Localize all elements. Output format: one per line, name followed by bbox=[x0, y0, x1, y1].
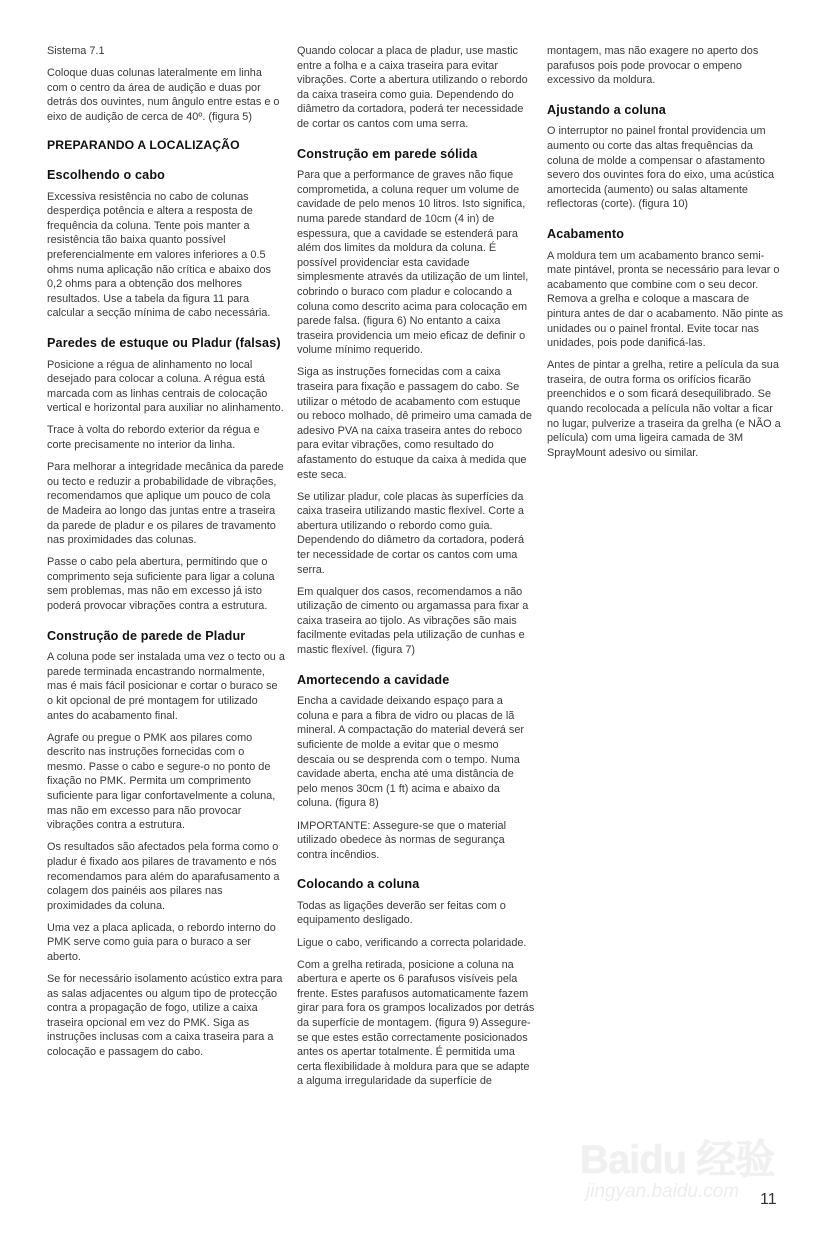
watermark-url: jingyan.baidu.com bbox=[586, 1181, 740, 1202]
paragraph: Excessiva resistência no cabo de colunas desperdiça potência e altera a resposta de frequência da coluna. Tente pois manter a resistência tão baixa quanto possível preferencialmente em valores inferiores a 0.5 ohms numa aplicação não crítica e abaixo dos 0,2 ohms para a obtenção dos melhores resultados. Use a tabela da figura 11 para calcular a secção mínima de cabo necessária. bbox=[47, 190, 271, 320]
paragraph: A coluna pode ser instalada uma vez o tecto ou a parede terminada encastrando normalmente, mas é mais fácil posicionar e cortar o buraco se o kit opcional de pré montagem for utilizado antes do acabamento final. bbox=[47, 651, 285, 722]
subsection-heading: Colocando a coluna bbox=[297, 877, 420, 892]
paragraph: Coloque duas colunas lateralmente em linha com o centro da área de audição e duas por detrás dos ouvintes, num ângulo entre estas e o eixo de audição de cerca de 40º. (figura 5) bbox=[47, 67, 280, 123]
column-2 bbox=[297, 44, 535, 1097]
paragraph: Com a grelha retirada, posicione a coluna na abertura e aperte os 6 parafusos visíveis pela frente. Estes parafusos automaticamente fazem girar para fora os grampos localizados por detrás da superfície de montagem. (figura 9) Assegure-se que estes estão correctamente posicionados antes os apertar totalmente. É permitida uma certa flexibilidade à moldura para que se adapte a alguma irregularidade da superfície de bbox=[297, 958, 535, 1088]
system-label: Sistema 7.1 bbox=[47, 45, 105, 57]
paragraph: Em qualquer dos casos, recomendamos a não utilização de cimento ou argamassa para fixar a caixa traseira ao tijolo. As vibrações são mais facilmente evitadas pela utilização de cunhas e mastic flexível. (figura 7) bbox=[297, 585, 529, 657]
paragraph: Todas as ligações deverão ser feitas com o equipamento desligado. bbox=[297, 899, 506, 927]
subsection-heading: Amortecendo a cavidade bbox=[297, 672, 450, 687]
paragraph: Ligue o cabo, verificando a correcta polaridade. bbox=[297, 936, 527, 949]
paragraph: Se for necessário isolamento acústico extra para as salas adjacentes ou algum tipo de protecção contra a propagação de fogo, utilize a caixa traseira opcional em vez do PMK. Siga as instruções inclusas com a caixa traseira para a colocação e passagem do cabo. bbox=[47, 973, 283, 1059]
paragraph: montagem, mas não exagere no aperto dos parafusos pois pode provocar o empeno excessivo da moldura. bbox=[547, 45, 759, 87]
watermark-logo: Baidu 经验 bbox=[580, 1138, 775, 1182]
paragraph: Agrafe ou pregue o PMK aos pilares como descrito nas instruções fornecidas com o mesmo. Passe o cabo e segure-o no ponto de fixação no PMK. Permita um comprimento suficiente para ligar confortavelmente a coluna, mas não em excesso para não provocar vibrações contra a estrutura. bbox=[47, 731, 276, 832]
paragraph: Passe o cabo pela abertura, permitindo que o comprimento seja suficiente para ligar a coluna sem problemas, mas não em excesso já isto poderá provocar vibrações contra a estrutura. bbox=[47, 556, 275, 612]
paragraph: A moldura tem um acabamento branco semi-mate pintável, pronta se necessário para levar o acabamento que combine com o seu decor. Remova a grelha e coloque a mascara de pintura antes de dar o acabamento. Não pinte as unidades ou o painel frontal. Evite tocar nas unidades, pois pode danificá-las. bbox=[547, 249, 784, 350]
paragraph: Quando colocar a placa de pladur, use mastic entre a folha e a caixa traseira para evitar vibrações. Corte a abertura utilizando o rebordo da caixa traseira como guia. Dependendo do diâmetro da cortadora, poderá ter necessidade de cortar os cantos com uma serra. bbox=[297, 45, 528, 130]
column-3 bbox=[547, 44, 785, 468]
paragraph: Uma vez a placa aplicada, o rebordo interno do PMK serve como guia para o buraco a ser aberto. bbox=[47, 921, 276, 963]
paragraph: Os resultados são afectados pela forma como o pladur é fixado aos pilares de travamento e nós recomendamos para além do aparafusamento a colagem dos painéis aos pilares nas proximidades da coluna. bbox=[47, 841, 280, 912]
paragraph: Para que a performance de graves não fique comprometida, a coluna requer um volume de cavidade de pelo menos 10 litros. Isto significa, numa parede standard de 10cm (4 in) de espessura, que a cavidade se estenderá para além dos limites da moldura da coluna. É possível providenciar esta cavidade simplesmente através da utilização de um lintel, cobrindo o buraco com pladur e colocando a coluna como descrito acima para colocação em parede falsa. (figura 6) No entanto a caixa traseira providencia um meio eficaz de definir o volume mínimo requerido. bbox=[297, 169, 529, 357]
subsection-heading: Paredes de estuque ou Pladur (falsas) bbox=[47, 336, 281, 350]
watermark bbox=[580, 1128, 780, 1223]
paragraph: Encha a cavidade deixando espaço para a coluna e para a fibra de vidro ou placas de lã mineral. A compactação do material deverá ser suficiente de molde a evitar que o mesmo descaia ou se desprenda com o tempo. Numa cavidade aberta, encha até uma distância de pelo menos 30cm (1 ft) acima e abaixo da coluna. (figura 8) bbox=[297, 695, 525, 810]
page-number: 11 bbox=[760, 1191, 777, 1208]
subsection-heading: Acabamento bbox=[547, 226, 625, 241]
subsection-heading: Construção de parede de Pladur bbox=[47, 628, 246, 643]
subsection-heading: Escolhendo o cabo bbox=[47, 168, 166, 183]
subsection-heading: Ajustando a coluna bbox=[547, 102, 666, 117]
paragraph: O interruptor no painel frontal providencia um aumento ou corte das altas frequências da coluna de molde a compensar o afastamento severo dos ouvintes fora do eixo, uma acústica amortecida (aumento) ou salas altamente reflectoras (corte). (figura 10) bbox=[547, 125, 775, 211]
paragraph: Siga as instruções fornecidas com a caixa traseira para fixação e passagem do cabo. Se utilizar o método de acabamento com estuque ou reboco molhado, dê primeiro uma camada de adesivo PVA na caixa traseira antes do reboco para evitar vibrações, como resultado do afastamento do estuque da caixa à medida que este seca. bbox=[297, 366, 532, 481]
paragraph: Antes de pintar a grelha, retire a película da sua traseira, de outra forma os orifícios ficarão preenchidos e o som ficará desequilibrado. Se quando recolocada a película não voltar a ficar no lugar, pulverize a traseira da grelha (e NÃO a película) com uma ligeira camada de 3M SprayMount adesivo ou similar. bbox=[547, 359, 781, 459]
paragraph: Se utilizar pladur, cole placas às superfícies da caixa traseira utilizando mastic flexível. Corte a abertura utilizando o rebordo como guia. Dependendo do diâmetro da cortadora, poderá ter necessidade de cortar os cantos com uma serra. bbox=[297, 490, 525, 576]
paragraph: IMPORTANTE: Assegure-se que o material utilizado obedece às normas de segurança contra incêndios. bbox=[297, 819, 507, 861]
column-1 bbox=[47, 44, 285, 1067]
section-heading: PREPARANDO A LOCALIZAÇÃO bbox=[47, 138, 240, 153]
paragraph: Posicione a régua de alinhamento no local desejado para colocar a coluna. A régua está marcada com as linhas centrais de colocação vertical e horizontal para auxiliar no alinhamento. bbox=[47, 358, 284, 415]
paragraph: Trace à volta do rebordo exterior da régua e corte precisamente no interior da linha. bbox=[47, 424, 260, 452]
paragraph: Para melhorar a integridade mecânica da parede ou tecto e reduzir a probabilidade de vibrações, recomendamos que aplique um pouco de cola de Madeira ao longo das juntas entre a traseira da parede de pladur e os pilares de travamento nas proximidades das colunas. bbox=[47, 461, 284, 547]
subsection-heading: Construção em parede sólida bbox=[297, 146, 478, 161]
